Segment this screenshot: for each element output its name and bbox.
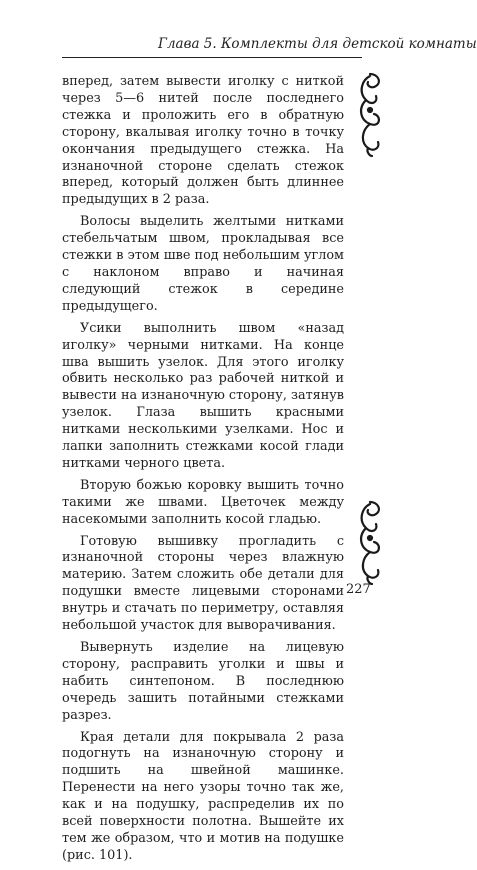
flourish-ornament-bottom <box>348 498 392 588</box>
body-text <box>62 74 344 870</box>
paragraph: Усики выполнить швом «назад иголку» черными нитками. На конце шва вышить узелок. Для этого иголку обвить несколько раз рабочей ниткой и вывести на изнаночную сторону, затянув узелок. Глаза вышить красными нитками несколькими узелками. Нос и лапки заполнить стежками косой глади нитками черного цвета. <box>62 320 344 471</box>
flourish-ornament-top <box>348 70 392 160</box>
paragraph: Готовую вышивку прогладить с изнаночной стороны через влажную материю. Затем сложить обе детали для подушки вместе лицевыми сторонами внутрь и стачать по периметру, оставляя небольшой участок для выворачивания. <box>62 533 344 634</box>
paragraph: Вывернуть изделие на лицевую сторону, расправить уголки и швы и набить синтепоном. В последнюю очередь зашить потайными стежками разрез. <box>62 640 344 723</box>
paragraph: Волосы выделить желтыми нитками стебельчатым швом, прокладывая все стежки в этом шве под небольшим углом с наклоном вправо и начиная следующий стежок в середине предыдущего. <box>62 214 344 314</box>
paragraph: вперед, затем вывести иголку с ниткой через 5—6 нитей после последнего стежка и проложить его в обратную сторону, вкалывая иголку точно в точку окончания предыдущего стежка. На изнаночной стороне сделать стежок вперед, который должен быть длиннее предыдущих в 2 раза. <box>62 74 344 208</box>
running-header: Глава 5. Комплекты для детской комнаты <box>158 36 477 52</box>
paragraph: Края детали для покрывала 2 раза подогнуть на изнаночную сторону и подшить на швейной машинке. Перенести на него узоры точно так же, как и на подушку, распределив их по всей поверхности полотна. Вышейте их тем же образом, что и мотив на подушке (рис. 101). <box>62 729 344 863</box>
paragraph: Вторую божью коровку вышить точно такими же швами. Цветочек между насекомыми заполнить косой гладью. <box>62 477 344 527</box>
header-rule <box>62 57 362 58</box>
page-number: 227 <box>346 582 371 597</box>
